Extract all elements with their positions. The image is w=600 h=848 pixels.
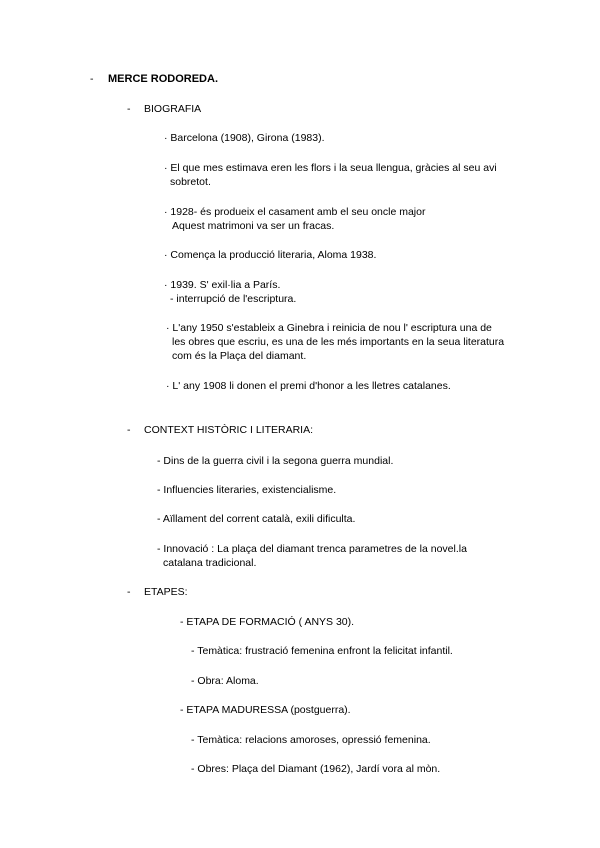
bio-item-2: · El que mes estimava eren les flors i la seua llengua, gràcies al seu avi [164,162,497,174]
context-item-1: - Dins de la guerra civil i la segona guerra mundial. [157,455,394,467]
context-item-4-cont: catalana tradicional. [163,557,257,569]
stage-label-1: - ETAPA DE FORMACIÓ ( ANYS 30). [180,616,355,628]
bio-item-4: · Comença la producció literaria, Aloma 1938. [164,249,377,261]
bio-item-6: · L'any 1950 s'estableix a Ginebra i reinicia de nou l' escriptura una de [166,322,492,334]
bio-item-3-cont: Aquest matrimoni va ser un fracas. [172,220,335,232]
bio-item-1: · Barcelona (1908), Girona (1983). [164,132,325,144]
stage-1-item-1: - Temàtica: frustració femenina enfront la felicitat infantil. [191,645,453,657]
bio-item-5-cont: - interrupció de l'escriptura. [170,293,297,305]
bio-item-7: · L' any 1908 li donen el premi d'honor a les lletres catalanes. [166,380,451,392]
title-bullet: - [90,73,94,85]
bio-item-2-cont: sobretot. [170,176,211,188]
section-bullet: - [127,103,131,115]
stage-2-item-1: - Temàtica: relacions amoroses, opressió femenina. [191,734,431,746]
context-item-2: - Influencies literaries, existencialisme. [157,484,337,496]
section-bullet: - [127,424,131,436]
bio-item-6-cont2: com és la Plaça del diamant. [172,350,307,362]
document-title: MERCE RODOREDA. [108,73,219,85]
stage-label-2: - ETAPA MADURESSA (postguerra). [180,704,351,716]
section-heading-context: CONTEXT HISTÒRIC I LITERARIA: [144,424,313,436]
section-heading-etapes: ETAPES: [144,586,188,598]
bio-item-5: · 1939. S' exil·lia a París. [164,279,281,291]
section-heading-biografia: BIOGRAFIA [144,103,202,115]
stage-1-item-2: - Obra: Aloma. [191,675,259,687]
bio-item-3: · 1928- és produeix el casament amb el seu oncle major [164,206,426,218]
context-item-3: - Aïllament del corrent català, exili dificulta. [157,513,356,525]
bio-item-6-cont: les obres que escriu, es una de les més importants en la seua literatura [172,336,505,348]
section-bullet: - [127,586,131,598]
context-item-4: - Innovació : La plaça del diamant trenca parametres de la novel.la [157,543,467,555]
stage-2-item-2: - Obres: Plaça del Diamant (1962), Jardí vora al mòn. [191,763,441,775]
